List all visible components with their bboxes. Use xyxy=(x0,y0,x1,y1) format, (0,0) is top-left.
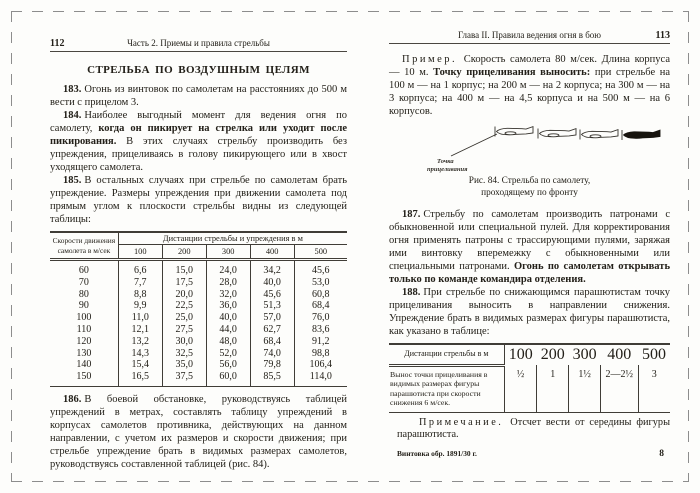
paragraph-number: 187. xyxy=(402,209,421,220)
lead-value-cell: 52,0 xyxy=(206,348,250,360)
lead-value-cell: 13,2 xyxy=(118,336,162,348)
paragraph-text: В этих случаях стрельбу производить без упреждения, прицеливаясь в голову пикирующего или в хвост уходящего самолета. xyxy=(50,136,347,173)
lead-value-cell: 48,0 xyxy=(206,336,250,348)
lead-value-cell: 36,0 xyxy=(206,300,250,312)
lead-value-cell: 1½ xyxy=(569,365,601,412)
paragraph-text: В боевой обстановке, руководствуясь таблицей упреждений в метрах, составлять таблицу упреждений в корпусах самолетов противника, действующих на данном направлении, с учетом их размеров и скорости движения; при стрельбе упреждение брать в видимых размерах самолетов, руководствуясь составленной таблицей (рис. 84). xyxy=(50,393,347,470)
speed-cell: 70 xyxy=(50,277,118,289)
lead-value-cell: 40,0 xyxy=(250,277,294,289)
lead-value-cell: 68,4 xyxy=(250,336,294,348)
lead-value-cell: 79,8 xyxy=(250,359,294,371)
paragraph-number: 184. xyxy=(63,110,82,121)
speed-cell: 130 xyxy=(50,348,118,360)
running-head-left xyxy=(50,38,347,52)
speed-cell: 90 xyxy=(50,300,118,312)
parachutist-lead-table xyxy=(389,343,670,413)
paragraph-183 xyxy=(50,83,347,109)
speed-cell: 120 xyxy=(50,336,118,348)
table-row xyxy=(50,300,347,312)
running-title-left: Часть 2. Приемы и правила стрельбы xyxy=(127,38,270,48)
table-header-row xyxy=(50,232,347,245)
lead-value-cell: 76,0 xyxy=(294,312,347,324)
lead-value-cell: 15,4 xyxy=(118,359,162,371)
table-row xyxy=(50,312,347,324)
table-row xyxy=(50,348,347,360)
speed-cell: 100 xyxy=(50,312,118,324)
distance-header: 400 xyxy=(607,346,632,363)
lead-value-cell: 44,0 xyxy=(206,324,250,336)
table-row xyxy=(50,260,347,277)
speed-cell: 150 xyxy=(50,371,118,386)
distance-header: 200 xyxy=(540,346,565,363)
lead-value-cell: 62,7 xyxy=(250,324,294,336)
lead-value-cell: 28,0 xyxy=(206,277,250,289)
distance-header: 100 xyxy=(118,245,162,260)
speed-cell: 110 xyxy=(50,324,118,336)
lead-value-cell: 40,0 xyxy=(206,312,250,324)
table-row xyxy=(50,359,347,371)
running-title-right: Глава II. Правила ведения огня в бою xyxy=(457,30,602,40)
lead-value-cell: 20,0 xyxy=(162,289,206,301)
lead-value-cell: 34,2 xyxy=(250,260,294,277)
span-header: Дистанции стрельбы и упреждения в м xyxy=(118,232,347,245)
lead-value-cell: 27,5 xyxy=(162,324,206,336)
paragraph-number: 188. xyxy=(402,287,421,298)
lead-value-cell: 25,0 xyxy=(162,312,206,324)
table-header-row xyxy=(389,344,670,365)
table-row xyxy=(50,371,347,386)
page-left xyxy=(50,38,347,471)
distance-header: 300 xyxy=(572,346,597,363)
section-title: СТРЕЛЬБА ПО ВОЗДУШНЫМ ЦЕЛЯМ xyxy=(87,64,310,76)
paragraph-186 xyxy=(50,393,347,471)
paragraph-188 xyxy=(389,286,670,338)
lead-value-cell: 24,0 xyxy=(206,260,250,277)
lead-value-cell: 106,4 xyxy=(294,359,347,371)
paragraph-number: 186. xyxy=(63,393,82,405)
table-row xyxy=(50,324,347,336)
paragraph-text: Огонь из винтовок по самолетам на расстояниях до 500 м вести с прицелом 3. xyxy=(50,84,347,108)
lead-value-cell: 7,7 xyxy=(118,277,162,289)
lead-value-cell: 22,5 xyxy=(162,300,206,312)
page-footer xyxy=(389,449,670,459)
figure-84 xyxy=(389,123,670,199)
signature-number: 8 xyxy=(659,449,664,460)
paragraph-number: 185. xyxy=(63,175,82,186)
lead-value-cell: 60,0 xyxy=(206,371,250,386)
example-lead: Пример. xyxy=(402,54,458,65)
lead-distance-table xyxy=(50,231,347,387)
paragraph-number: 183. xyxy=(63,84,82,95)
table-row xyxy=(50,336,347,348)
lead-value-cell: 91,2 xyxy=(294,336,347,348)
lead-value-cell: 32,5 xyxy=(162,348,206,360)
signature-mark: Винтовка обр. 1891/30 г. xyxy=(397,449,477,459)
aim-point-label-line2: прицеливания xyxy=(427,166,468,173)
distance-column-header: Дистанции стрельбы в м xyxy=(389,344,504,365)
lead-value-cell: 57,0 xyxy=(250,312,294,324)
paragraph-184 xyxy=(50,109,347,174)
lead-value-cell: 74,0 xyxy=(250,348,294,360)
lead-value-cell: 15,0 xyxy=(162,260,206,277)
lead-value-cell: 60,8 xyxy=(294,289,347,301)
speed-cell: 80 xyxy=(50,289,118,301)
table-row xyxy=(50,277,347,289)
running-head-right xyxy=(389,30,670,44)
distance-header: 500 xyxy=(294,245,347,260)
lead-value-cell: 8,8 xyxy=(118,289,162,301)
lead-value-cell: 3 xyxy=(638,365,670,412)
lead-value-cell: 68,4 xyxy=(294,300,347,312)
lead-value-cell: 11,0 xyxy=(118,312,162,324)
paragraph-example xyxy=(389,53,670,118)
lead-value-cell: 30,0 xyxy=(162,336,206,348)
page-right xyxy=(389,30,670,459)
lead-value-cell: 53,0 xyxy=(294,277,347,289)
lead-value-cell: 14,3 xyxy=(118,348,162,360)
row-label: Вынос точки прицеливания в видимых размерах фигуры парашютиста при скорости снижения 6 м/сек. xyxy=(389,365,504,412)
paragraph-185 xyxy=(50,174,347,226)
distance-header: 300 xyxy=(206,245,250,260)
distance-header: 400 xyxy=(250,245,294,260)
distance-header: 200 xyxy=(162,245,206,260)
lead-value-cell: 51,3 xyxy=(250,300,294,312)
lead-value-cell: 1 xyxy=(537,365,569,412)
lead-value-cell: 2—2½ xyxy=(601,365,638,412)
emphasized-text: Точку прицеливания выносить: xyxy=(433,67,591,78)
lead-value-cell: 12,1 xyxy=(118,324,162,336)
paragraph-text: при стрельбе на 100 м — на 1 корпус; на 200 м — на 2 корпуса; на 300 м — на 3 корпуса; на 400 м — на 4,5 корпуса и на 500 м — на 6 корпусов. xyxy=(389,67,670,117)
paragraph-text: Наиболее выгодный момент для ведения огня по самолету, xyxy=(50,110,347,134)
lead-value-cell: 98,8 xyxy=(294,348,347,360)
lead-value-cell: 45,6 xyxy=(250,289,294,301)
speed-cell: 140 xyxy=(50,359,118,371)
aim-point-label-line1: Точка xyxy=(437,158,454,165)
paragraph-text: Скорость самолета 80 м/сек. Длина корпуса — 10 м. xyxy=(389,54,670,78)
lead-value-cell: 37,5 xyxy=(162,371,206,386)
paragraph-187 xyxy=(389,208,670,286)
figure-caption-line1: Рис. 84. Стрельба по самолету, xyxy=(468,176,591,186)
paragraph-text: В остальных случаях при стрельбе по самолетам брать упреждение. Размеры упреждения при движении самолета под прямым углом к плоскости стрельбы видны из следующей таблицы: xyxy=(50,175,347,225)
distance-header: 500 xyxy=(642,346,667,363)
speed-cell: 60 xyxy=(50,260,118,277)
note-text: Отсчет вести от середины фигуры парашютиста. xyxy=(397,416,670,441)
table-row xyxy=(389,365,670,412)
lead-value-cell: 9,9 xyxy=(118,300,162,312)
lead-value-cell: 6,6 xyxy=(118,260,162,277)
lead-value-cell: 16,5 xyxy=(118,371,162,386)
note-paragraph xyxy=(397,417,670,442)
lead-value-cell: ½ xyxy=(504,365,537,412)
lead-value-cell: 83,6 xyxy=(294,324,347,336)
speed-column-header: Скорости движения самолета в м/сек xyxy=(50,232,118,260)
airplanes-drawing xyxy=(389,123,669,173)
lead-value-cell: 85,5 xyxy=(250,371,294,386)
lead-value-cell: 17,5 xyxy=(162,277,206,289)
note-lead: Примечание. xyxy=(419,416,504,428)
lead-value-cell: 56,0 xyxy=(206,359,250,371)
paragraph-text: При стрельбе по снижающимся парашютистам точку прицеливания выносить в направлении снижения. Упреждение брать в видимых размерах фигуры парашютиста, как указано в таблице: xyxy=(389,287,670,337)
lead-value-cell: 114,0 xyxy=(294,371,347,386)
emphasized-text: Огонь по самолетам открывать только по команде командира отделения. xyxy=(389,261,670,285)
emphasized-text: когда он пикирует на стрелка или уходит после пикирования. xyxy=(50,123,347,147)
lead-value-cell: 32,0 xyxy=(206,289,250,301)
paragraph-text: Стрельбу по самолетам производить патронами с обыкновенной или специальной пулей. Для корректирования огня применять патроны с трассирующими пулями, заряжая ими винтовку вперемежку с обыкновенными или специальными патронами. xyxy=(389,209,670,272)
figure-caption xyxy=(389,176,670,199)
lead-value-cell: 35,0 xyxy=(162,359,206,371)
lead-value-cell: 45,6 xyxy=(294,260,347,277)
distance-header: 100 xyxy=(508,346,533,363)
page-number-left: 112 xyxy=(50,38,65,49)
figure-caption-line2: проходящему по фронту xyxy=(481,187,578,198)
table-row xyxy=(50,289,347,301)
lead-table-body xyxy=(50,260,347,387)
page-number-right: 113 xyxy=(655,30,670,41)
